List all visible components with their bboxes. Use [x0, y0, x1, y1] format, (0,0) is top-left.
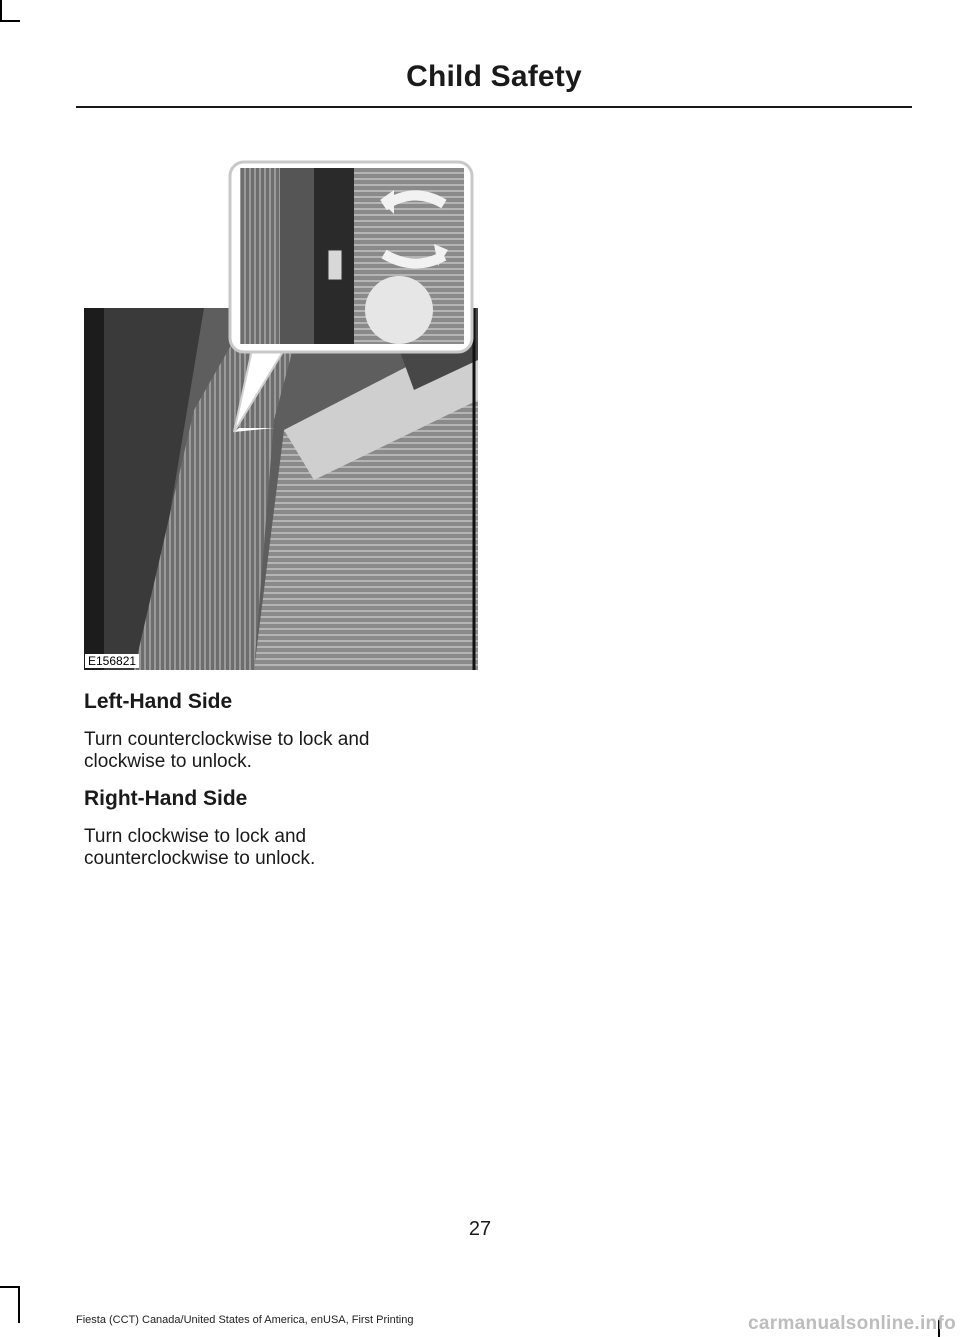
section-text-right-hand-side: Turn clockwise to lock and counterclockwise to unlock. — [84, 826, 316, 869]
figure-id-label: E156821 — [85, 654, 139, 668]
footer-edition-text: Fiesta (CCT) Canada/United States of America, enUSA, First Printing — [76, 1314, 414, 1326]
door-edge-graphic — [84, 160, 478, 670]
page-number: 27 — [468, 1218, 492, 1240]
header-divider — [76, 106, 912, 108]
crop-mark — [0, 0, 2, 20]
watermark: carmanualsonline.info — [748, 1313, 956, 1334]
section-text-left-hand-side: Turn counterclockwise to lock and clockwise to unlock. — [84, 729, 370, 772]
page-title: Child Safety — [406, 60, 582, 93]
crop-mark — [0, 1286, 20, 1288]
section-heading-right-hand-side: Right-Hand Side — [84, 787, 248, 810]
crop-mark — [18, 1288, 20, 1323]
child-lock-illustration — [84, 160, 478, 670]
section-heading-left-hand-side: Left-Hand Side — [84, 690, 233, 713]
crop-mark — [0, 20, 20, 22]
